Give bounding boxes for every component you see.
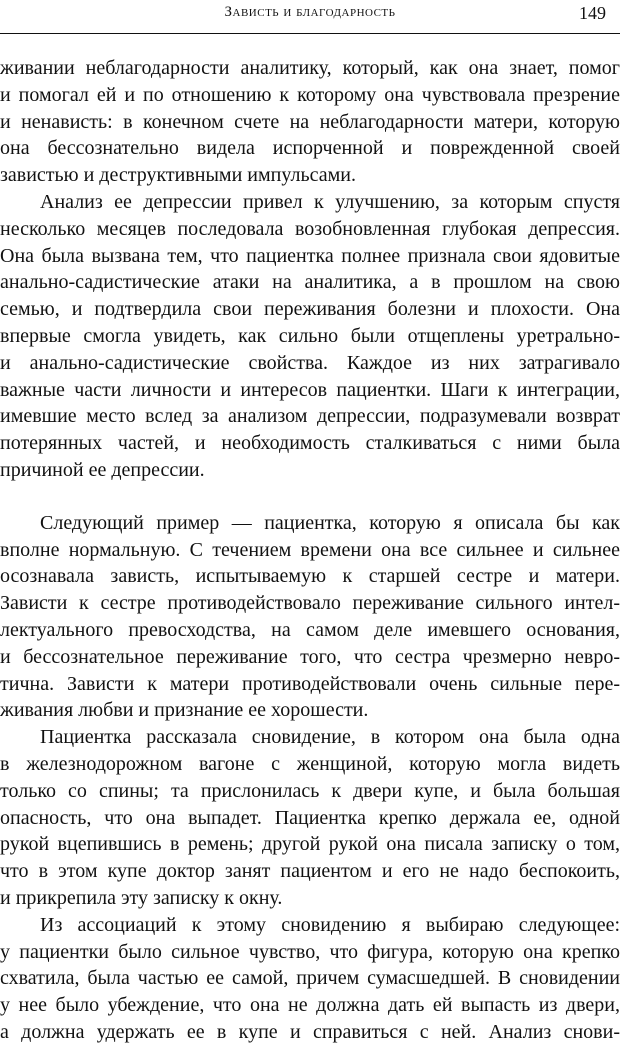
text-line: и помогал ей и по отношению к которому она чувствовала презрение bbox=[0, 83, 620, 106]
page-number: 149 bbox=[579, 3, 606, 23]
text-line: в железнодорожном вагоне с женщиной, которую могла видеть bbox=[0, 752, 620, 775]
text-line: только со спины; та прислонилась к двери купе, и была большая bbox=[0, 779, 620, 802]
page-header bbox=[0, 0, 620, 40]
text-line: Пациентка рассказала сновидение, в котором она была одна bbox=[40, 726, 620, 749]
text-line: впервые смогла увидеть, как сильно были отщеплены уретрально- bbox=[0, 324, 620, 347]
text-line: что в этом купе доктор занят пациентом и его не надо беспокоить, bbox=[0, 860, 620, 883]
paragraph bbox=[0, 55, 620, 189]
paragraph bbox=[0, 189, 620, 484]
text-line: вполне нормальную. С течением времени она все сильнее и сильнее bbox=[0, 538, 620, 561]
text-line: схватила, была частью ее самой, причем сумасшедшей. В сновидении bbox=[0, 967, 620, 990]
paragraph bbox=[0, 510, 620, 724]
text-line: живания любви и признание ее хорошести. bbox=[0, 699, 369, 722]
text-line: завистью и деструктивными импульсами. bbox=[0, 164, 356, 187]
text-line: анально-садистические атаки на аналитика, а в прошлом на свою bbox=[0, 271, 620, 294]
text-line: лектуального превосходства, на самом деле имевшего основания, bbox=[0, 618, 620, 641]
header-rule bbox=[0, 33, 620, 34]
text-line: у пациентки было сильное чувство, что фигура, которую она крепко bbox=[0, 940, 620, 963]
text-line: рукой вцепившись в ремень; другой рукой она писала записку о том, bbox=[0, 833, 620, 856]
text-line: имевшие место вслед за анализом депрессии, подразумевали возврат bbox=[0, 405, 620, 428]
body-text bbox=[0, 55, 620, 1046]
running-title: Зависть и благодарность bbox=[224, 4, 396, 20]
text-line: опасность, что она выпадет. Пациентка крепко держала ее, одной bbox=[0, 806, 620, 829]
text-line: Следующий пример — пациентка, которую я описала бы как bbox=[40, 511, 620, 534]
text-line: и анально-садистические свойства. Каждое из них затрагивало bbox=[0, 351, 620, 374]
text-line: Анализ ее депрессии привел к улучшению, за которым спустя bbox=[40, 190, 620, 213]
text-line: а должна удержать ее в купе и справиться с ней. Анализ снови- bbox=[0, 1020, 620, 1043]
text-line: тична. Зависти к матери противодействовали очень сильные пере- bbox=[0, 672, 620, 695]
text-line: живании неблагодарности аналитику, который, как она знает, помог bbox=[0, 57, 620, 79]
text-line: Зависти к сестре противодействовало переживание сильного интел- bbox=[0, 592, 620, 615]
paragraph bbox=[0, 912, 620, 1046]
text-line: потерянных частей, и необходимость сталкиваться с ними была bbox=[0, 432, 620, 455]
section-gap bbox=[0, 484, 620, 510]
paragraph bbox=[0, 724, 620, 912]
text-line: Она была вызвана тем, что пациентка полнее признала свои ядовитые bbox=[0, 244, 620, 267]
text-line: осознавала зависть, испытываемую к старшей сестре и матери. bbox=[0, 565, 620, 588]
text-line: у нее было убеждение, что она не должна дать ей выпасть из двери, bbox=[0, 994, 620, 1017]
text-line: Из ассоциаций к этому сновидению я выбираю следующее: bbox=[40, 913, 620, 936]
text-line: причиной ее депрессии. bbox=[0, 458, 205, 481]
text-line: важные части личности и интересов пациентки. Шаги к интеграции, bbox=[0, 378, 620, 401]
text-line: и ненависть: в конечном счете на неблагодарности матери, которую bbox=[0, 110, 620, 133]
text-line: семью, и подтвердила свои переживания болезни и плохости. Она bbox=[0, 298, 620, 321]
text-line: и прикрепила эту записку к окну. bbox=[0, 886, 283, 909]
text-line: и бессознательное переживание того, что сестра чрезмерно невро- bbox=[0, 645, 620, 668]
text-line: она бессознательно видела испорченной и поврежденной своей bbox=[0, 137, 620, 160]
text-line: несколько месяцев последовала возобновленная глубокая депрессия. bbox=[0, 217, 620, 240]
